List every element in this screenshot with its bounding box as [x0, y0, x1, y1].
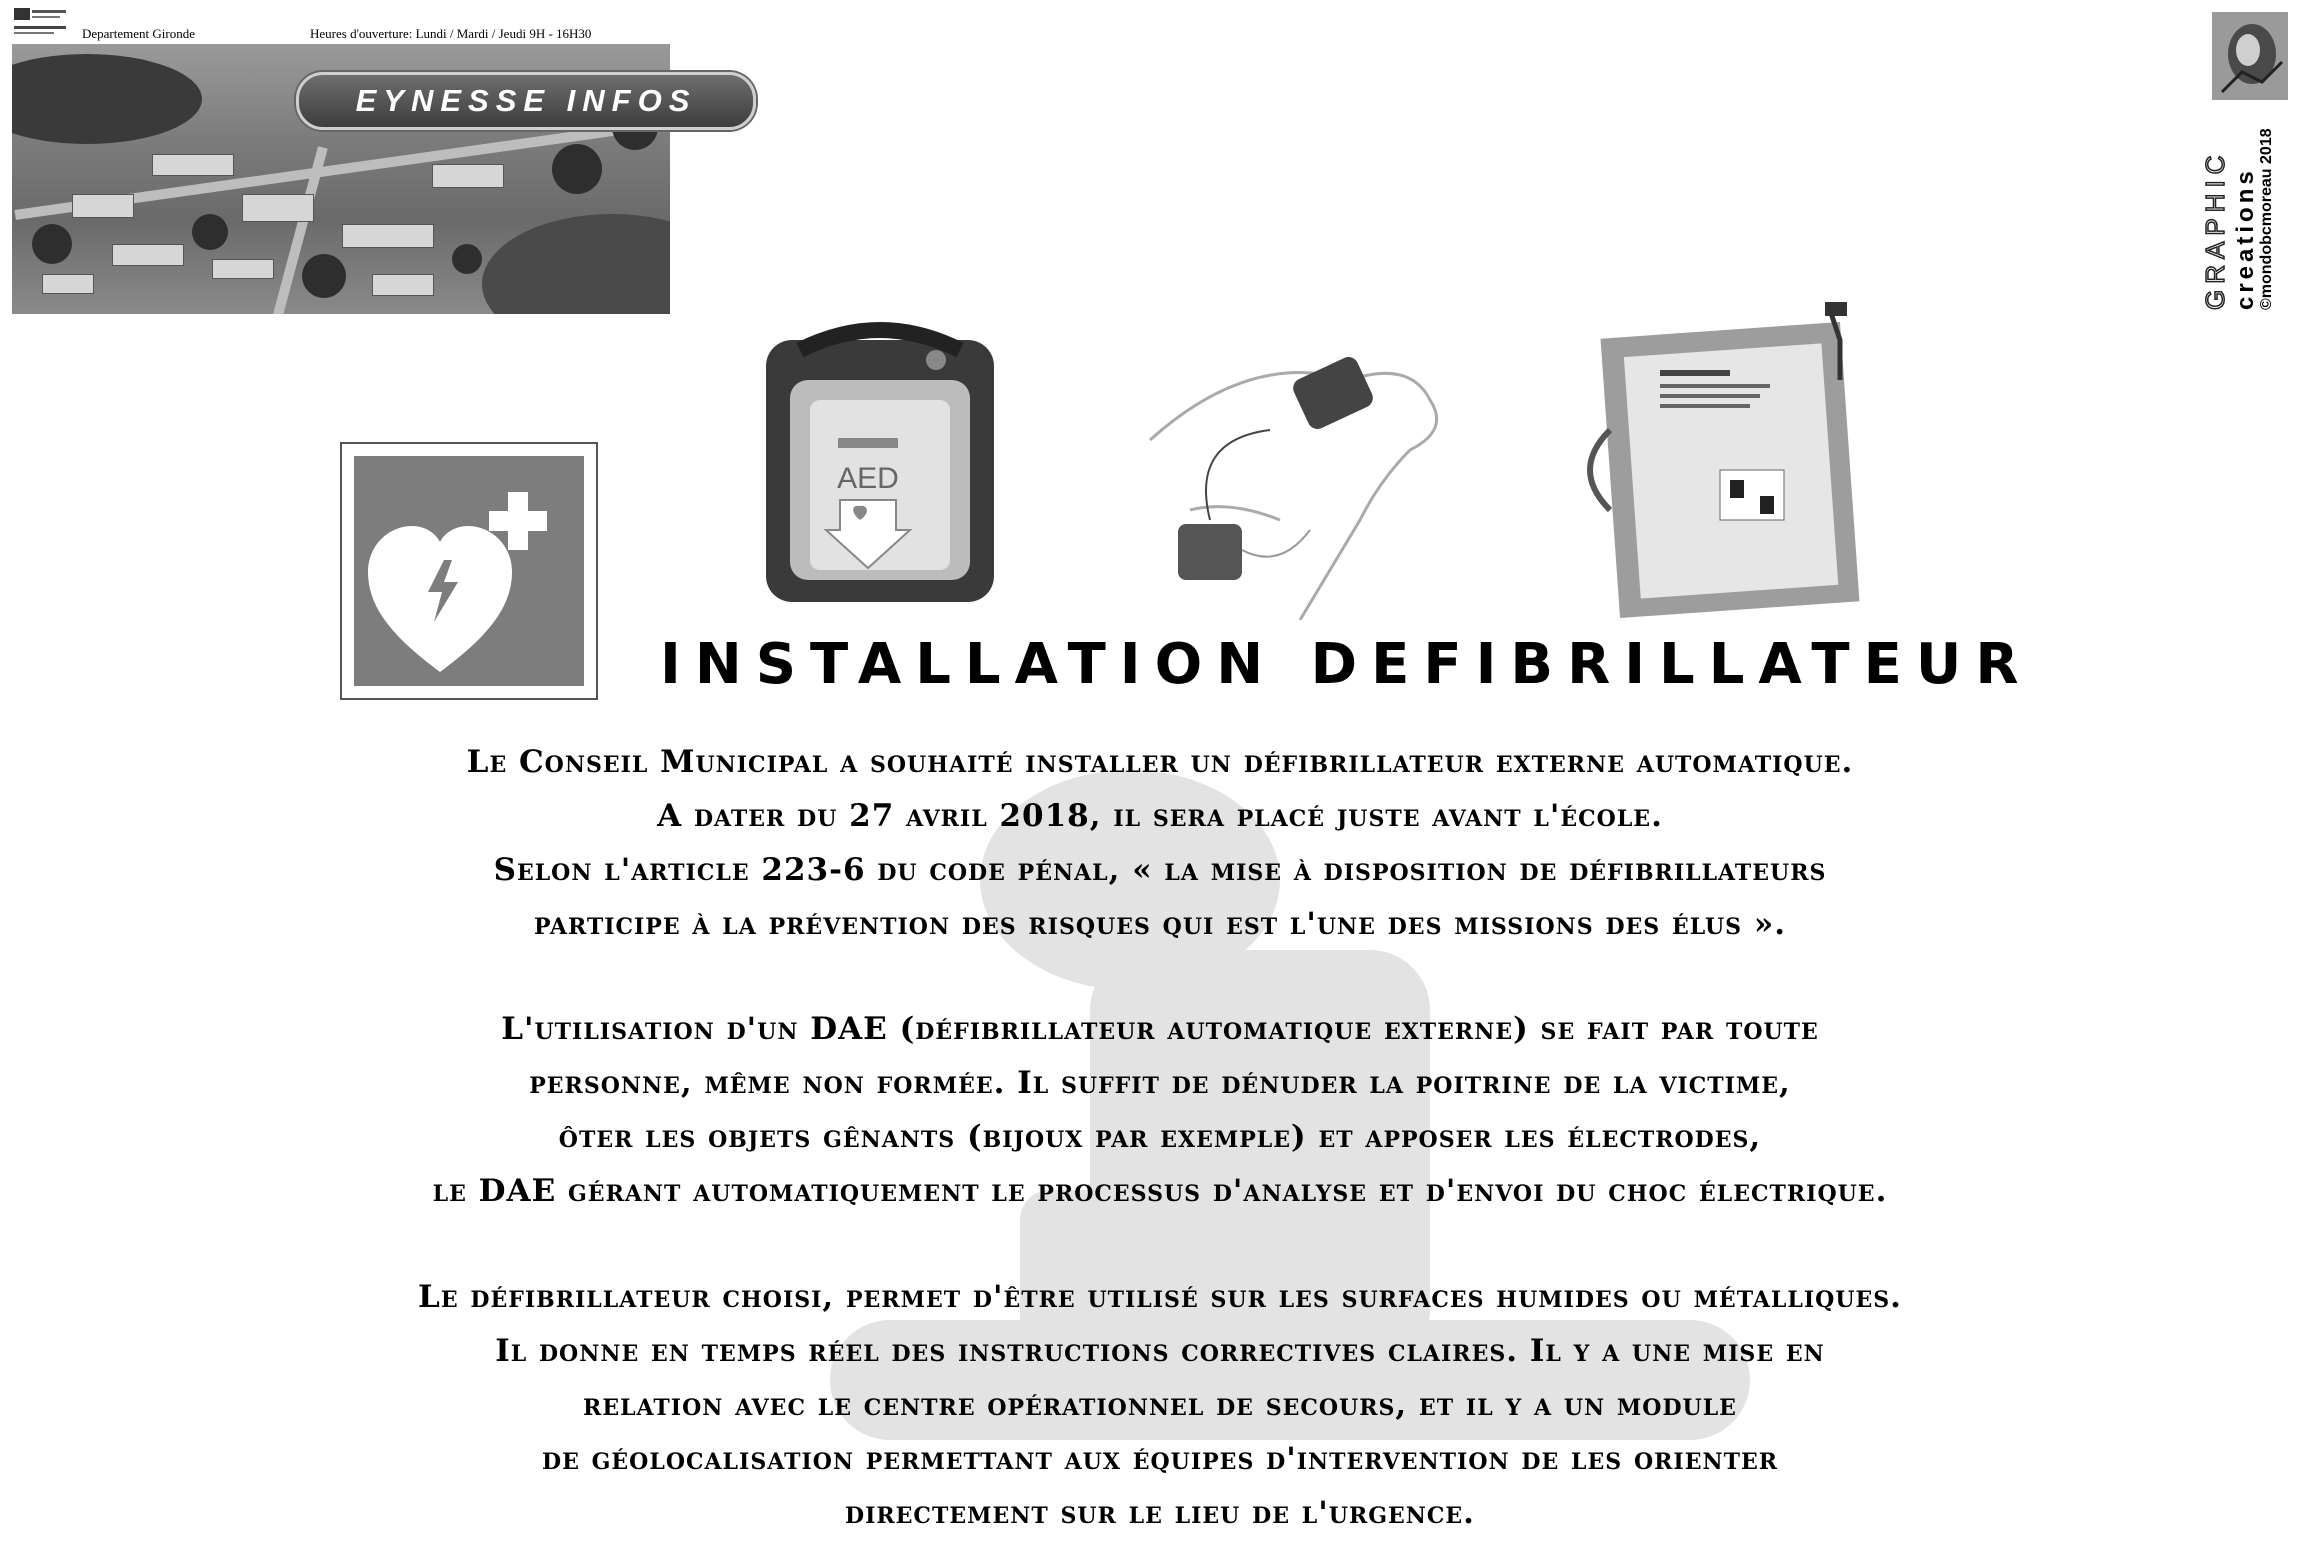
paragraph-line: le DAE gérant automatiquement le processus d'analyse et d'envoi du choc électrique.	[432, 1173, 1888, 1209]
republic-logo	[12, 6, 68, 40]
paragraph-line: L'utilisation d'un DAE (défibrillateur automatique externe) se fait par toute	[501, 1011, 1819, 1047]
banner-title: EYNESSE INFOS	[355, 83, 697, 118]
aed-device-image	[760, 320, 1000, 610]
paragraph-line: Le défibrillateur choisi, permet d'être utilisé sur les surfaces humides ou métalliques.	[418, 1279, 1902, 1315]
aed-sign-icon	[340, 442, 598, 700]
paragraph-line: de géolocalisation permettant aux équipes d'intervention de les orienter	[541, 1441, 1779, 1477]
paragraph-usage	[220, 1002, 2100, 1218]
credit-creations-text: creations	[2232, 167, 2259, 310]
banner-pill	[296, 72, 756, 130]
paragraph-line: Le Conseil Municipal a souhaité installer un défibrillateur externe automatique.	[466, 744, 1854, 780]
paragraph-line: participe à la prévention des risques qui est l'une des missions des élus ».	[533, 906, 1787, 942]
paragraph-line: relation avec le centre opérationnel de secours, et il y a un module	[583, 1387, 1737, 1423]
paragraph-line: A dater du 27 avril 2018, il sera placé juste avant l'école.	[657, 798, 1663, 834]
page-title: INSTALLATION DEFIBRILLATEUR	[660, 632, 2033, 697]
paragraph-line: ôter les objets gênants (bijoux par exemple) et apposer les électrodes,	[558, 1119, 1762, 1155]
electrode-placement-drawing	[1130, 320, 1490, 620]
paragraph-line: directement sur le lieu de l'urgence.	[845, 1495, 1475, 1531]
electrode-pack-image	[1570, 300, 1860, 620]
credit-copyright-text: ©mondobcmoreau 2018	[2258, 128, 2275, 310]
credit-graphic-text: GRAPHIC	[2200, 149, 2230, 310]
department-label: Departement Gironde	[82, 26, 195, 41]
paragraph-line: personne, même non formée. Il suffit de dénuder la poitrine de la victime,	[529, 1065, 1791, 1101]
paragraph-line: Il donne en temps réel des instructions correctives claires. Il y a une mise en	[495, 1333, 1825, 1369]
opening-hours-label: Heures d'ouverture: Lundi / Mardi / Jeudi 9H - 16H30	[310, 26, 592, 41]
credit-emblem	[2212, 12, 2288, 100]
aed-device-label: AED	[837, 462, 899, 495]
paragraph-features	[220, 1270, 2100, 1540]
paragraph-line: Selon l'article 223-6 du code pénal, « la mise à disposition de défibrillateurs	[493, 852, 1827, 888]
paragraph-intro	[220, 735, 2100, 951]
